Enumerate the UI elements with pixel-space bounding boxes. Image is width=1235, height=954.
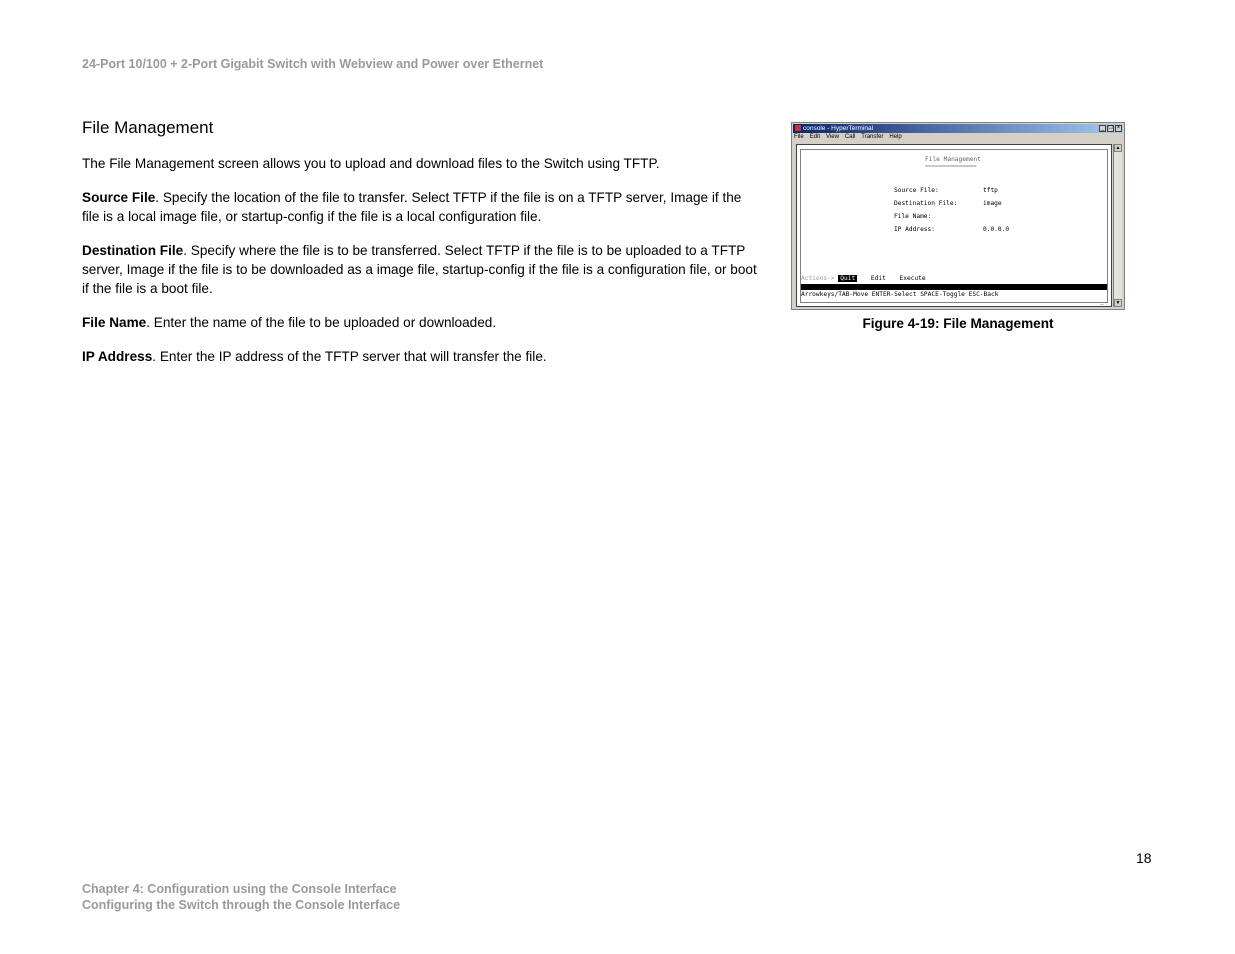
menu-help[interactable]: Help [889, 134, 902, 140]
definition-file-name: . Enter the name of the file to be uploaded or downloaded. [146, 315, 497, 330]
minimize-icon[interactable]: _ [1100, 125, 1105, 131]
intro-paragraph: The File Management screen allows you to upload and download files to the Switch using TFTP. [82, 156, 660, 171]
action-quit[interactable]: Quit [840, 275, 856, 282]
page-number: 18 [1136, 850, 1152, 866]
actions-label: Actions-> [801, 275, 835, 282]
definition-ip-address: . Enter the IP address of the TFTP server that will transfer the file. [152, 349, 547, 364]
term-file-name: File Name [82, 315, 147, 330]
footer-chapter: Chapter 4: Configuration using the Console Interface [82, 882, 397, 896]
field-label-destination-file: Destination File: [894, 200, 958, 207]
page-footer [82, 881, 400, 913]
vertical-scrollbar[interactable] [1113, 144, 1122, 307]
window-titlebar [793, 124, 1123, 133]
menu-view[interactable]: View [826, 134, 839, 140]
field-value-source-file[interactable]: tftp [983, 187, 998, 194]
scroll-up-arrow-icon[interactable]: ▲ [1115, 145, 1121, 151]
body-text [82, 154, 758, 381]
menu-call[interactable]: Call [844, 134, 856, 140]
field-label-source-file: Source File: [894, 187, 939, 194]
window-title: console - HyperTerminal [803, 125, 874, 132]
field-label-file-name: File Name: [894, 213, 932, 220]
scroll-down-arrow-icon[interactable]: ▼ [1115, 300, 1121, 306]
field-label-ip-address: IP Address: [894, 226, 935, 233]
section-title: File Management [82, 118, 214, 137]
terminal-area[interactable] [796, 144, 1112, 307]
terminal-screen [800, 149, 1108, 303]
action-execute[interactable]: Execute [899, 275, 926, 282]
hyperterminal-app-icon [795, 125, 801, 131]
definition-destination-file: . Specify where the file is to be transferred. Select TFTP if the file is to be uploaded to a TFTP server, Image if the file is to be downloaded as a image file, startup-config if the file is a configuration file, or boot if the file is a boot file. [82, 243, 757, 296]
term-ip-address: IP Address [82, 349, 153, 364]
term-destination-file: Destination File [82, 243, 184, 258]
hyperterminal-screenshot [791, 122, 1125, 310]
terminal-screen-title: File Management [925, 156, 981, 163]
close-icon[interactable]: × [1116, 125, 1121, 131]
footer-section: Configuring the Switch through the Console Interface [82, 898, 401, 912]
definition-source-file: . Specify the location of the file to transfer. Select TFTP if the file is on a TFTP server, Image if the file is a local image file, or startup-config if the file is a local configuration file. [82, 190, 742, 224]
file-name-paragraph [82, 313, 758, 332]
field-value-ip-address[interactable]: 0.0.0.0 [983, 226, 1010, 233]
status-bar-divider [801, 284, 1107, 290]
menu-file[interactable]: File [794, 134, 804, 140]
key-help: Arrowkeys/TAB-Move ENTER-Select SPACE-Toggle ESC-Back [801, 291, 999, 298]
field-value-destination-file[interactable]: image [983, 200, 1002, 207]
terminal-cursor: _ [1100, 298, 1104, 305]
menu-edit[interactable]: Edit [809, 134, 821, 140]
action-edit[interactable]: Edit [870, 275, 886, 282]
terminal-title-underline: =============== [925, 163, 977, 170]
maximize-icon[interactable]: □ [1108, 125, 1113, 131]
window-controls [1099, 125, 1122, 132]
source-file-paragraph [82, 188, 758, 226]
running-header: 24-Port 10/100 + 2-Port Gigabit Switch with Webview and Power over Ethernet [82, 57, 544, 71]
ip-address-paragraph [82, 347, 758, 366]
menu-transfer[interactable]: Transfer [861, 134, 884, 140]
term-source-file: Source File [82, 190, 156, 205]
destination-file-paragraph [82, 241, 758, 298]
figure-caption: Figure 4-19: File Management [862, 316, 1054, 331]
action-row [801, 275, 926, 282]
menu-bar [794, 133, 902, 142]
